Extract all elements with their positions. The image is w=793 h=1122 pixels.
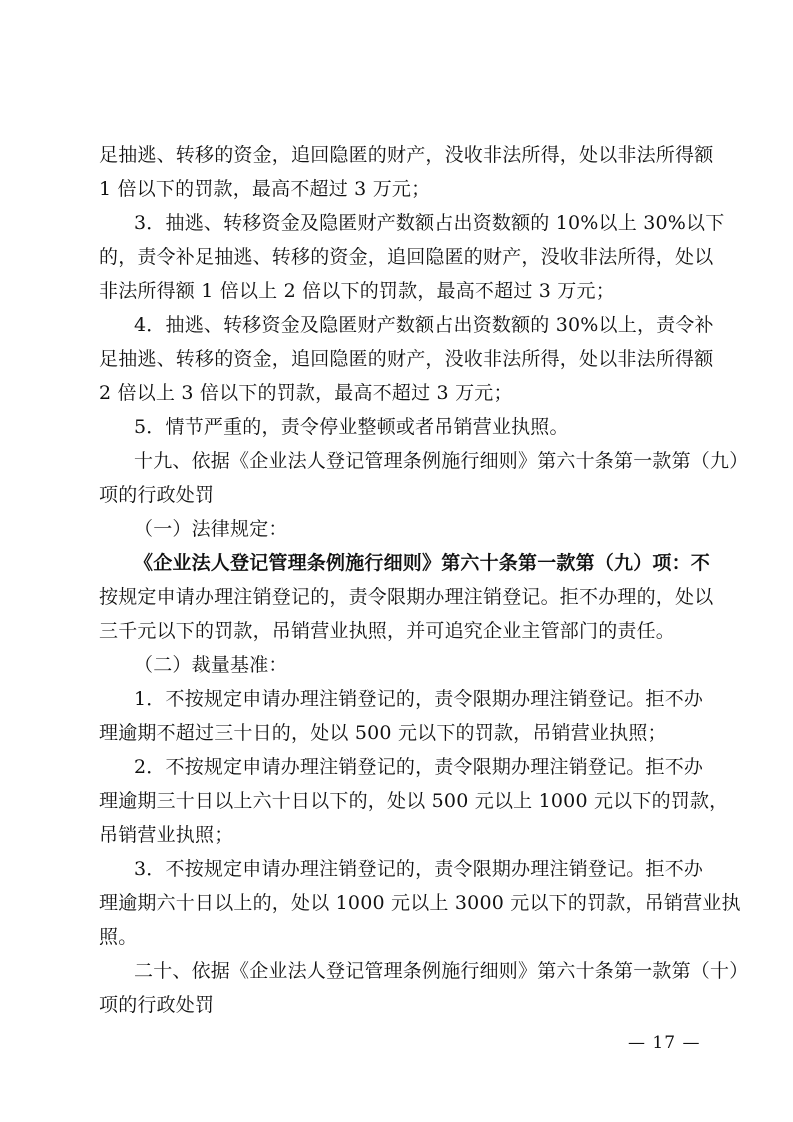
text-line-4: 的，责令补足抽逃、转移的资金，追回隐匿的财产，没收非法所得，处以 — [99, 246, 714, 268]
text-line-19: 2．不按规定申请办理注销登记的，责令限期办理注销登记。拒不办 — [134, 756, 704, 778]
section-heading-20-continuation: 项的行政处罚 — [99, 994, 215, 1016]
text-line-15: 三千元以下的罚款，吊销营业执照，并可追究企业主管部门的责任。 — [99, 620, 676, 642]
text-line-22: 3．不按规定申请办理注销登记的，责令限期办理注销登记。拒不办 — [134, 858, 704, 880]
text-line-23: 理逾期六十日以上的，处以 1000 元以上 3000 元以下的罚款，吊销营业执 — [99, 892, 741, 914]
text-line-18: 理逾期不超过三十日的，处以 500 元以下的罚款，吊销营业执照； — [99, 722, 667, 744]
section-heading-19: 十九、依据《企业法人登记管理条例施行细则》第六十条第一款第（九） — [134, 450, 749, 472]
legal-provision-text: 《企业法人登记管理条例施行细则》第六十条第一款第（九）项：不 — [134, 552, 711, 574]
section-heading-20: 二十、依据《企业法人登记管理条例施行细则》第六十条第一款第（十） — [134, 960, 749, 982]
text-line-9: 5．情节严重的，责令停业整顿或者吊销营业执照。 — [134, 416, 569, 438]
text-line-2: 1 倍以下的罚款，最高不超过 3 万元； — [99, 178, 431, 200]
text-line-5: 非法所得额 1 倍以上 2 倍以下的罚款，最高不超过 3 万元； — [99, 280, 615, 302]
text-line-17: 1．不按规定申请办理注销登记的，责令限期办理注销登记。拒不办 — [134, 688, 704, 710]
text-line-24: 照。 — [99, 926, 138, 948]
text-line-14: 按规定申请办理注销登记的，责令限期办理注销登记。拒不办理的，处以 — [99, 586, 714, 608]
text-line-3: 3．抽逃、转移资金及隐匿财产数额占出资数额的 10%以上 30%以下 — [134, 212, 725, 234]
subsection-legal-provision: （一）法律规定： — [134, 518, 288, 540]
page-number: — 17 — — [628, 1033, 701, 1053]
section-heading-19-continuation: 项的行政处罚 — [99, 484, 215, 506]
text-line-6: 4．抽逃、转移资金及隐匿财产数额占出资数额的 30%以上，责令补 — [134, 314, 714, 336]
text-line-1: 足抽逃、转移的资金，追回隐匿的财产，没收非法所得，处以非法所得额 — [99, 144, 714, 166]
subsection-discretion-standard: （二）裁量基准： — [134, 654, 288, 676]
text-line-8: 2 倍以上 3 倍以下的罚款，最高不超过 3 万元； — [99, 382, 513, 404]
text-line-7: 足抽逃、转移的资金，追回隐匿的财产，没收非法所得，处以非法所得额 — [99, 348, 714, 370]
text-line-21: 吊销营业执照； — [99, 824, 234, 846]
text-line-20: 理逾期三十日以上六十日以下的，处以 500 元以上 1000 元以下的罚款， — [99, 790, 729, 812]
